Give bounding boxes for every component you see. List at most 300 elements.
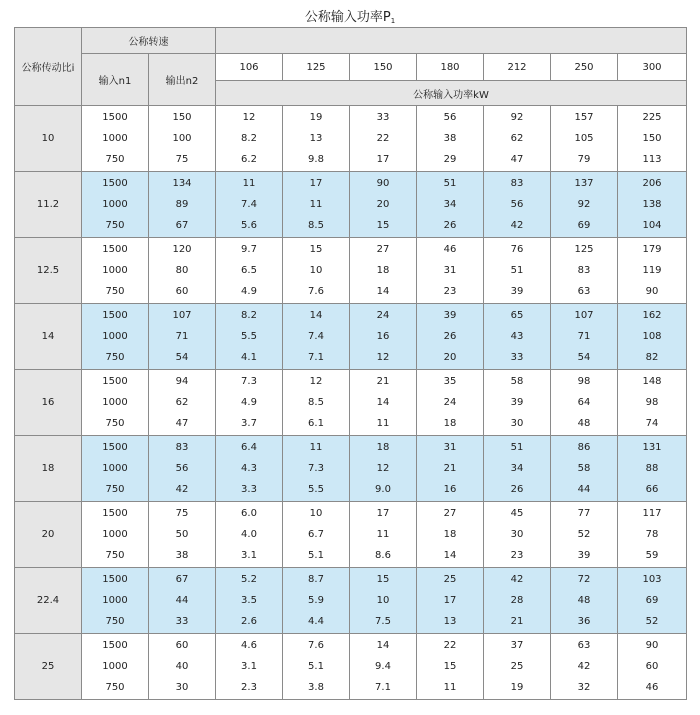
cell-value: 56	[175, 462, 189, 474]
power-cell	[484, 106, 551, 172]
cell-value: 86	[577, 442, 591, 454]
cell-value: 107	[172, 310, 192, 322]
cell-value: 58	[510, 376, 524, 388]
cell-value: 5.5	[308, 483, 324, 495]
cell-value: 31	[443, 264, 457, 276]
cell-value: 9.8	[308, 153, 324, 165]
power-cell	[417, 172, 484, 238]
cell-value: 4.4	[308, 615, 324, 627]
cell-value: 1000	[102, 330, 128, 342]
cell-value: 12	[376, 462, 390, 474]
cell-value: 46	[443, 244, 457, 256]
power-cell	[283, 370, 350, 436]
cell-value: 104	[642, 219, 662, 231]
cell-value: 62	[175, 396, 189, 408]
cell-value: 26	[443, 330, 457, 342]
cell-value: 34	[443, 198, 457, 210]
header-power-unit: 公称输入功率kW	[216, 81, 687, 106]
cell-value: 750	[105, 615, 125, 627]
cell-value: 71	[577, 330, 591, 342]
output-speed-cell	[149, 172, 216, 238]
input-speed-cell	[82, 172, 149, 238]
cell-value: 11	[309, 442, 323, 454]
header-size: 180	[417, 54, 484, 81]
cell-value: 27	[443, 508, 457, 520]
table-row	[15, 238, 687, 304]
cell-value: 1000	[102, 528, 128, 540]
ratio-cell: 20	[15, 502, 82, 568]
power-cell	[350, 568, 417, 634]
power-cell	[417, 304, 484, 370]
cell-value: 8.5	[308, 219, 324, 231]
cell-value: 45	[510, 508, 524, 520]
cell-value: 75	[175, 508, 189, 520]
cell-value: 7.6	[308, 285, 324, 297]
cell-value: 7.1	[308, 351, 324, 363]
cell-value: 12	[242, 112, 256, 124]
cell-value: 42	[510, 574, 524, 586]
ratio-cell: 14	[15, 304, 82, 370]
power-cell	[283, 106, 350, 172]
cell-value: 7.4	[308, 330, 324, 342]
cell-value: 15	[376, 219, 390, 231]
header-output-speed: 输出n2	[149, 54, 216, 106]
table-row	[15, 568, 687, 634]
cell-value: 7.3	[241, 376, 257, 388]
cell-value: 750	[105, 153, 125, 165]
cell-value: 56	[510, 198, 524, 210]
power-cell	[484, 238, 551, 304]
cell-value: 30	[510, 417, 524, 429]
power-cell	[417, 238, 484, 304]
cell-value: 25	[443, 574, 457, 586]
cell-value: 5.1	[308, 549, 324, 561]
output-speed-cell	[149, 436, 216, 502]
cell-value: 8.2	[241, 310, 257, 322]
ratio-cell: 11.2	[15, 172, 82, 238]
cell-value: 3.7	[241, 417, 257, 429]
cell-value: 10	[309, 264, 323, 276]
power-cell	[618, 436, 687, 502]
input-speed-cell	[82, 634, 149, 700]
output-speed-cell	[149, 634, 216, 700]
table-title	[0, 6, 700, 25]
cell-value: 79	[577, 153, 591, 165]
cell-value: 1000	[102, 132, 128, 144]
power-cell	[350, 106, 417, 172]
power-cell	[417, 568, 484, 634]
ratio-cell: 10	[15, 106, 82, 172]
cell-value: 15	[443, 660, 457, 672]
cell-value: 42	[577, 660, 591, 672]
power-cell	[484, 172, 551, 238]
cell-value: 4.0	[241, 528, 257, 540]
cell-value: 22	[376, 132, 390, 144]
cell-value: 52	[645, 615, 659, 627]
cell-value: 46	[645, 681, 659, 693]
cell-value: 71	[175, 330, 189, 342]
cell-value: 43	[510, 330, 524, 342]
cell-value: 94	[175, 376, 189, 388]
cell-value: 134	[172, 178, 192, 190]
cell-value: 42	[510, 219, 524, 231]
power-cell	[350, 304, 417, 370]
power-cell	[216, 568, 283, 634]
cell-value: 3.8	[308, 681, 324, 693]
output-speed-cell	[149, 502, 216, 568]
cell-value: 80	[175, 264, 189, 276]
cell-value: 1000	[102, 198, 128, 210]
cell-value: 1500	[102, 244, 128, 256]
cell-value: 7.5	[375, 615, 391, 627]
cell-value: 105	[574, 132, 594, 144]
power-cell	[350, 370, 417, 436]
cell-value: 12	[309, 376, 323, 388]
cell-value: 30	[175, 681, 189, 693]
cell-value: 11	[376, 417, 390, 429]
cell-value: 8.7	[308, 574, 324, 586]
cell-value: 16	[376, 330, 390, 342]
header-speed-group: 公称转速	[82, 28, 216, 54]
cell-value: 33	[510, 351, 524, 363]
power-cell	[417, 436, 484, 502]
cell-value: 50	[175, 528, 189, 540]
cell-value: 150	[172, 112, 192, 124]
cell-value: 6.2	[241, 153, 257, 165]
cell-value: 60	[175, 285, 189, 297]
input-speed-cell	[82, 568, 149, 634]
header-blank	[216, 28, 687, 54]
cell-value: 750	[105, 219, 125, 231]
power-cell	[350, 172, 417, 238]
cell-value: 750	[105, 285, 125, 297]
power-cell	[551, 370, 618, 436]
output-speed-cell	[149, 106, 216, 172]
cell-value: 137	[574, 178, 594, 190]
cell-value: 35	[443, 376, 457, 388]
cell-value: 1000	[102, 396, 128, 408]
cell-value: 92	[510, 112, 524, 124]
cell-value: 78	[645, 528, 659, 540]
power-cell	[551, 634, 618, 700]
cell-value: 8.5	[308, 396, 324, 408]
cell-value: 59	[645, 549, 659, 561]
cell-value: 15	[376, 574, 390, 586]
cell-value: 39	[577, 549, 591, 561]
cell-value: 19	[309, 112, 323, 124]
cell-value: 90	[376, 178, 390, 190]
header-input-speed: 输入n1	[82, 54, 149, 106]
power-cell	[216, 502, 283, 568]
cell-value: 90	[645, 640, 659, 652]
cell-value: 48	[577, 417, 591, 429]
cell-value: 89	[175, 198, 189, 210]
power-cell	[484, 568, 551, 634]
cell-value: 225	[642, 112, 662, 124]
cell-value: 34	[510, 462, 524, 474]
cell-value: 60	[645, 660, 659, 672]
power-cell	[618, 568, 687, 634]
power-cell	[283, 502, 350, 568]
cell-value: 74	[645, 417, 659, 429]
cell-value: 5.2	[241, 574, 257, 586]
cell-value: 8.6	[375, 549, 391, 561]
cell-value: 44	[577, 483, 591, 495]
cell-value: 3.1	[241, 549, 257, 561]
ratio-cell: 16	[15, 370, 82, 436]
power-cell	[350, 502, 417, 568]
table-row	[15, 304, 687, 370]
header-size: 300	[618, 54, 687, 81]
power-cell	[350, 238, 417, 304]
cell-value: 28	[510, 594, 524, 606]
cell-value: 14	[376, 640, 390, 652]
cell-value: 52	[577, 528, 591, 540]
input-speed-cell	[82, 502, 149, 568]
cell-value: 39	[443, 310, 457, 322]
cell-value: 24	[443, 396, 457, 408]
cell-value: 62	[510, 132, 524, 144]
cell-value: 21	[376, 376, 390, 388]
power-cell	[350, 634, 417, 700]
table-row	[15, 436, 687, 502]
cell-value: 82	[645, 351, 659, 363]
cell-value: 40	[175, 660, 189, 672]
cell-value: 23	[510, 549, 524, 561]
cell-value: 4.1	[241, 351, 257, 363]
cell-value: 138	[642, 198, 662, 210]
cell-value: 750	[105, 483, 125, 495]
cell-value: 60	[175, 640, 189, 652]
cell-value: 30	[510, 528, 524, 540]
power-cell	[551, 238, 618, 304]
cell-value: 5.9	[308, 594, 324, 606]
input-speed-cell	[82, 436, 149, 502]
power-cell	[283, 436, 350, 502]
power-cell	[484, 634, 551, 700]
cell-value: 13	[309, 132, 323, 144]
input-speed-cell	[82, 370, 149, 436]
cell-value: 7.6	[308, 640, 324, 652]
power-cell	[417, 106, 484, 172]
cell-value: 10	[309, 508, 323, 520]
power-cell	[350, 436, 417, 502]
cell-value: 1500	[102, 442, 128, 454]
cell-value: 5.1	[308, 660, 324, 672]
cell-value: 7.3	[308, 462, 324, 474]
table-row	[15, 106, 687, 172]
cell-value: 88	[645, 462, 659, 474]
cell-value: 75	[175, 153, 189, 165]
cell-value: 162	[642, 310, 662, 322]
cell-value: 7.4	[241, 198, 257, 210]
power-cell	[484, 436, 551, 502]
power-cell	[551, 106, 618, 172]
cell-value: 750	[105, 549, 125, 561]
power-cell	[618, 238, 687, 304]
cell-value: 3.3	[241, 483, 257, 495]
cell-value: 54	[577, 351, 591, 363]
power-cell	[618, 502, 687, 568]
cell-value: 9.7	[241, 244, 257, 256]
cell-value: 4.3	[241, 462, 257, 474]
cell-value: 1000	[102, 462, 128, 474]
cell-value: 27	[376, 244, 390, 256]
output-speed-cell	[149, 304, 216, 370]
cell-value: 18	[443, 417, 457, 429]
power-cell	[216, 370, 283, 436]
cell-value: 18	[376, 264, 390, 276]
table-title-text: 公称输入功率P	[304, 10, 391, 25]
cell-value: 125	[574, 244, 594, 256]
cell-value: 6.4	[241, 442, 257, 454]
header-size: 106	[216, 54, 283, 81]
cell-value: 39	[510, 285, 524, 297]
cell-value: 67	[175, 574, 189, 586]
cell-value: 17	[443, 594, 457, 606]
cell-value: 66	[645, 483, 659, 495]
cell-value: 4.6	[241, 640, 257, 652]
power-cell	[484, 370, 551, 436]
cell-value: 14	[443, 549, 457, 561]
table-row	[15, 370, 687, 436]
header-size: 250	[551, 54, 618, 81]
header-size: 125	[283, 54, 350, 81]
cell-value: 56	[443, 112, 457, 124]
cell-value: 206	[642, 178, 662, 190]
cell-value: 76	[510, 244, 524, 256]
cell-value: 58	[577, 462, 591, 474]
power-cell	[283, 304, 350, 370]
cell-value: 750	[105, 681, 125, 693]
cell-value: 11	[376, 528, 390, 540]
cell-value: 37	[510, 640, 524, 652]
cell-value: 3.1	[241, 660, 257, 672]
cell-value: 6.1	[308, 417, 324, 429]
cell-value: 33	[175, 615, 189, 627]
cell-value: 1500	[102, 508, 128, 520]
cell-value: 83	[577, 264, 591, 276]
cell-value: 63	[577, 640, 591, 652]
power-cell	[283, 238, 350, 304]
cell-value: 47	[175, 417, 189, 429]
cell-value: 103	[642, 574, 662, 586]
cell-value: 51	[443, 178, 457, 190]
cell-value: 117	[642, 508, 662, 520]
cell-value: 4.9	[241, 396, 257, 408]
power-cell	[618, 634, 687, 700]
output-speed-cell	[149, 568, 216, 634]
cell-value: 9.4	[375, 660, 391, 672]
cell-value: 51	[510, 264, 524, 276]
cell-value: 12	[376, 351, 390, 363]
cell-value: 1000	[102, 594, 128, 606]
input-speed-cell	[82, 106, 149, 172]
header-size: 150	[350, 54, 417, 81]
cell-value: 18	[376, 442, 390, 454]
power-cell	[216, 106, 283, 172]
power-cell	[618, 106, 687, 172]
power-rating-table	[14, 27, 687, 700]
cell-value: 1500	[102, 574, 128, 586]
cell-value: 108	[642, 330, 662, 342]
cell-value: 2.6	[241, 615, 257, 627]
cell-value: 98	[645, 396, 659, 408]
power-cell	[618, 304, 687, 370]
cell-value: 750	[105, 351, 125, 363]
cell-value: 36	[577, 615, 591, 627]
power-cell	[283, 568, 350, 634]
cell-value: 20	[376, 198, 390, 210]
cell-value: 38	[443, 132, 457, 144]
cell-value: 77	[577, 508, 591, 520]
power-cell	[216, 436, 283, 502]
cell-value: 4.9	[241, 285, 257, 297]
cell-value: 1500	[102, 376, 128, 388]
cell-value: 31	[443, 442, 457, 454]
cell-value: 131	[642, 442, 662, 454]
cell-value: 119	[642, 264, 662, 276]
table-title-subscript: 1	[390, 17, 396, 25]
power-cell	[216, 172, 283, 238]
cell-value: 9.0	[375, 483, 391, 495]
power-cell	[484, 502, 551, 568]
power-cell	[551, 502, 618, 568]
cell-value: 750	[105, 417, 125, 429]
ratio-cell: 12.5	[15, 238, 82, 304]
cell-value: 29	[443, 153, 457, 165]
cell-value: 22	[443, 640, 457, 652]
cell-value: 7.1	[375, 681, 391, 693]
cell-value: 11	[309, 198, 323, 210]
cell-value: 11	[443, 681, 457, 693]
cell-value: 8.2	[241, 132, 257, 144]
cell-value: 26	[510, 483, 524, 495]
cell-value: 67	[175, 219, 189, 231]
power-cell	[618, 172, 687, 238]
cell-value: 21	[510, 615, 524, 627]
cell-value: 92	[577, 198, 591, 210]
input-speed-cell	[82, 238, 149, 304]
cell-value: 15	[309, 244, 323, 256]
cell-value: 6.5	[241, 264, 257, 276]
power-cell	[216, 304, 283, 370]
cell-value: 24	[376, 310, 390, 322]
cell-value: 6.0	[241, 508, 257, 520]
table-row	[15, 634, 687, 700]
cell-value: 38	[175, 549, 189, 561]
cell-value: 2.3	[241, 681, 257, 693]
ratio-cell: 22.4	[15, 568, 82, 634]
output-speed-cell	[149, 238, 216, 304]
cell-value: 1000	[102, 264, 128, 276]
cell-value: 26	[443, 219, 457, 231]
cell-value: 1500	[102, 640, 128, 652]
cell-value: 14	[376, 396, 390, 408]
header-ratio: 公称传动比i	[15, 28, 82, 106]
cell-value: 19	[510, 681, 524, 693]
power-cell	[551, 304, 618, 370]
header-size: 212	[484, 54, 551, 81]
cell-value: 18	[443, 528, 457, 540]
power-cell	[618, 370, 687, 436]
power-cell	[417, 502, 484, 568]
cell-value: 69	[645, 594, 659, 606]
cell-value: 90	[645, 285, 659, 297]
cell-value: 48	[577, 594, 591, 606]
cell-value: 25	[510, 660, 524, 672]
cell-value: 14	[309, 310, 323, 322]
